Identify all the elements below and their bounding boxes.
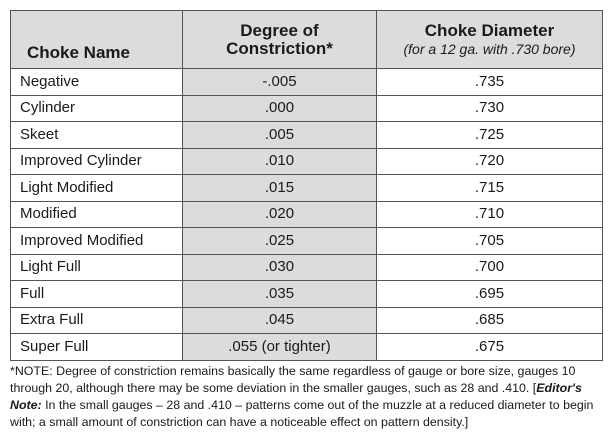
header-choke-name-text: Choke Name	[27, 43, 130, 62]
diameter-cell: .730	[377, 95, 603, 122]
footnote-text-part1: *NOTE: Degree of constriction remains basically the same regardless of gauge or bore size, gauges 10 through 20, although there may be some deviation in the smaller gauges, such as 28 and .410. [	[10, 364, 576, 395]
degree-cell: .035	[183, 281, 377, 308]
table-row	[11, 228, 603, 255]
choke-name-cell: Extra Full	[11, 307, 183, 334]
choke-name-cell: Negative	[11, 69, 183, 96]
diameter-cell: .700	[377, 254, 603, 281]
choke-name-cell: Super Full	[11, 334, 183, 361]
diameter-cell: .710	[377, 201, 603, 228]
degree-cell: .045	[183, 307, 377, 334]
header-degree-line2: Constriction*	[226, 38, 333, 58]
table-body	[11, 69, 603, 361]
degree-cell: .025	[183, 228, 377, 255]
degree-cell: .020	[183, 201, 377, 228]
footnote	[10, 363, 604, 431]
header-choke-name	[11, 11, 183, 69]
table-row	[11, 69, 603, 96]
diameter-cell: .735	[377, 69, 603, 96]
choke-name-cell: Light Modified	[11, 175, 183, 202]
choke-table	[10, 10, 603, 361]
table-row	[11, 254, 603, 281]
header-degree-line1: Degree of	[240, 20, 319, 40]
degree-cell: .030	[183, 254, 377, 281]
diameter-cell: .715	[377, 175, 603, 202]
table-row	[11, 281, 603, 308]
header-diameter-subtitle: (for a 12 ga. with .730 bore)	[403, 40, 576, 57]
degree-cell: .000	[183, 95, 377, 122]
degree-cell: .005	[183, 122, 377, 149]
footnote-text-part2: In the small gauges – 28 and .410 – patterns come out of the muzzle at a reduced diameter to begin with; a small amount of constriction can have a noticeable effect on pattern density.]	[10, 398, 594, 429]
diameter-cell: .720	[377, 148, 603, 175]
diameter-cell: .695	[377, 281, 603, 308]
table-row	[11, 175, 603, 202]
diameter-cell: .675	[377, 334, 603, 361]
degree-cell: .010	[183, 148, 377, 175]
choke-name-cell: Modified	[11, 201, 183, 228]
table-row	[11, 334, 603, 361]
table-row	[11, 95, 603, 122]
editors-note-label: Editor's Note:	[10, 381, 582, 412]
choke-name-cell: Improved Cylinder	[11, 148, 183, 175]
diameter-cell: .705	[377, 228, 603, 255]
choke-name-cell: Improved Modified	[11, 228, 183, 255]
table-row	[11, 148, 603, 175]
header-diameter-line1: Choke Diameter	[424, 20, 555, 40]
table-header-row	[11, 11, 603, 69]
table-row	[11, 122, 603, 149]
degree-cell: -.005	[183, 69, 377, 96]
header-degree-of-constriction	[183, 11, 377, 69]
degree-cell: .055 (or tighter)	[183, 334, 377, 361]
header-choke-diameter	[377, 11, 603, 69]
table-row	[11, 201, 603, 228]
choke-table-container	[10, 10, 602, 361]
diameter-cell: .685	[377, 307, 603, 334]
choke-name-cell: Skeet	[11, 122, 183, 149]
choke-name-cell: Cylinder	[11, 95, 183, 122]
diameter-cell: .725	[377, 122, 603, 149]
table-row	[11, 307, 603, 334]
choke-name-cell: Light Full	[11, 254, 183, 281]
degree-cell: .015	[183, 175, 377, 202]
choke-name-cell: Full	[11, 281, 183, 308]
